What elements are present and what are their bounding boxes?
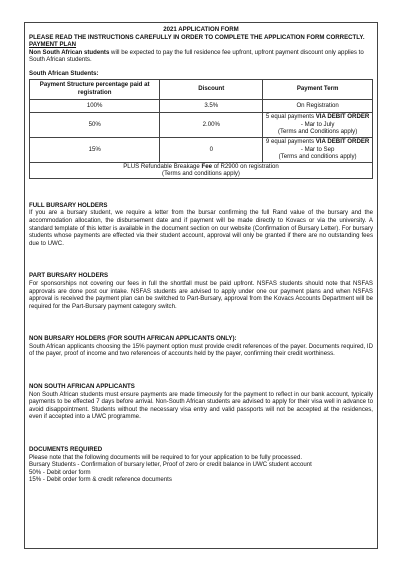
non-sa-section [29,383,373,421]
table-row [30,99,373,112]
non-bursary-section [29,335,373,358]
application-form-frame [24,22,378,549]
term-line: - Mar to July [300,120,335,128]
documents-section [29,446,373,484]
full-bursary-heading: FULL BURSARY HOLDERS [29,201,108,209]
table-row [30,112,373,137]
documents-line: 15% - Debit order form & credit reference documents [29,476,172,484]
non-bursary-heading: NON BURSARY HOLDERS (FOR SOUTH AFRICAN APPLICANTS ONLY): [29,335,237,343]
part-bursary-heading: PART BURSARY HOLDERS [29,272,109,280]
footer-line2: (Terms and conditions apply) [162,170,240,178]
full-bursary-body: If you are a bursary student, we require a letter from the bursar confirming the full Rand value of the bursary and the accommodation allocation, the disbursement date and if payment will be made directly to Kovacs or via the university. A standard template of this letter is available in the document section on our website (Confirmation of Bursary Letter). For bursary students whose payments are effected via their student account, approval will only be granted if there are no outstanding fees due to UWC. [29,209,373,247]
row-discount: 0 [160,137,263,162]
non-sa-bold: Non South African students [29,48,110,56]
table-footer-row [30,162,373,178]
term-line: - Mar to Sep [300,145,335,153]
non-sa-text: will be expected to pay the full residence fee upfront, upfront payment discount only applies to South African students. [29,48,364,64]
term-line: (Terms and Conditions apply) [277,128,358,136]
row-structure: 15% [30,137,160,162]
non-bursary-body: South African applicants choosing the 15% payment option must provide credit references of the payer. Documents required, ID of the payer, proof of income and two references of accounts held by the payer, confirming their credit worthiness. [29,342,373,358]
term-bold: VIA DEBIT ORDER [315,113,370,121]
row-term [263,137,373,162]
row-discount: 2.00% [160,112,263,137]
table-row [30,137,373,162]
breakage-fee-note [30,162,373,178]
sa-students-heading: South African Students: [29,69,99,77]
documents-line: Bursary Students - Confirmation of bursary letter, Proof of zero or credit balance in UWC student account [29,461,312,469]
table-header-row [30,79,373,99]
payment-plan-heading: PAYMENT PLAN [29,41,77,49]
full-bursary-section [29,202,373,248]
term-pre: 5 equal payments [265,113,316,121]
header-structure: Payment Structure percentage paid at registration [30,79,160,99]
header-term: Payment Term [263,79,373,99]
part-bursary-section [29,272,373,310]
row-term: On Registration [263,99,373,112]
form-title: 2021 APPLICATION FORM [163,26,239,33]
term-pre: 9 equal payments [265,138,316,146]
row-structure: 50% [30,112,160,137]
row-term [263,112,373,137]
footer-pre: PLUS Refundable Breakage [123,162,202,170]
documents-line: Please note that the following documents will be required to for your application to be fully processed. [29,453,303,461]
documents-line: 50% - Debit order form [29,468,91,476]
footer-post: of R2900 on registration [212,162,279,170]
term-bold: VIA DEBIT ORDER [315,138,370,146]
part-bursary-body: For sponsorships not covering our fees in full the shortfall must be paid upfront. NSFAS students should note that NSFAS approvals are done post our intake. NSFAS students are advised to apply under one our payment plans and when NSFAS approval is received the payment plan can be switched to Part-Bursary, approval from the Kovacs Accounts Department will be required for the Part-Bursary payment category switch. [29,279,373,310]
instruction-text: PLEASE READ THE INSTRUCTIONS CAREFULLY IN ORDER TO COMPLETE THE APPLICATION FORM CORRECTLY. [29,33,365,41]
footer-bold: Fee [201,162,213,170]
non-sa-heading: NON SOUTH AFRICAN APPLICANTS [29,383,135,391]
row-structure: 100% [30,99,160,112]
non-sa-paragraph [29,49,373,64]
payment-table [29,79,373,179]
term-line: (Terms and conditions apply) [278,153,357,161]
non-sa-body: Non South African students must ensure payments are made timeously for the payment to reflect in our bank account, typically payments to be effected 7 days before arrival. Non-South African students are advised to apply for their visa well in advance to avoid disappointment. Students without the necessary visa entry and valid passports will not be accepted at the residences, even if accepted into a UWC programme. [29,390,373,421]
row-discount: 3.5% [160,99,263,112]
documents-heading: DOCUMENTS REQUIRED [29,446,103,454]
header-discount: Discount [160,79,263,99]
